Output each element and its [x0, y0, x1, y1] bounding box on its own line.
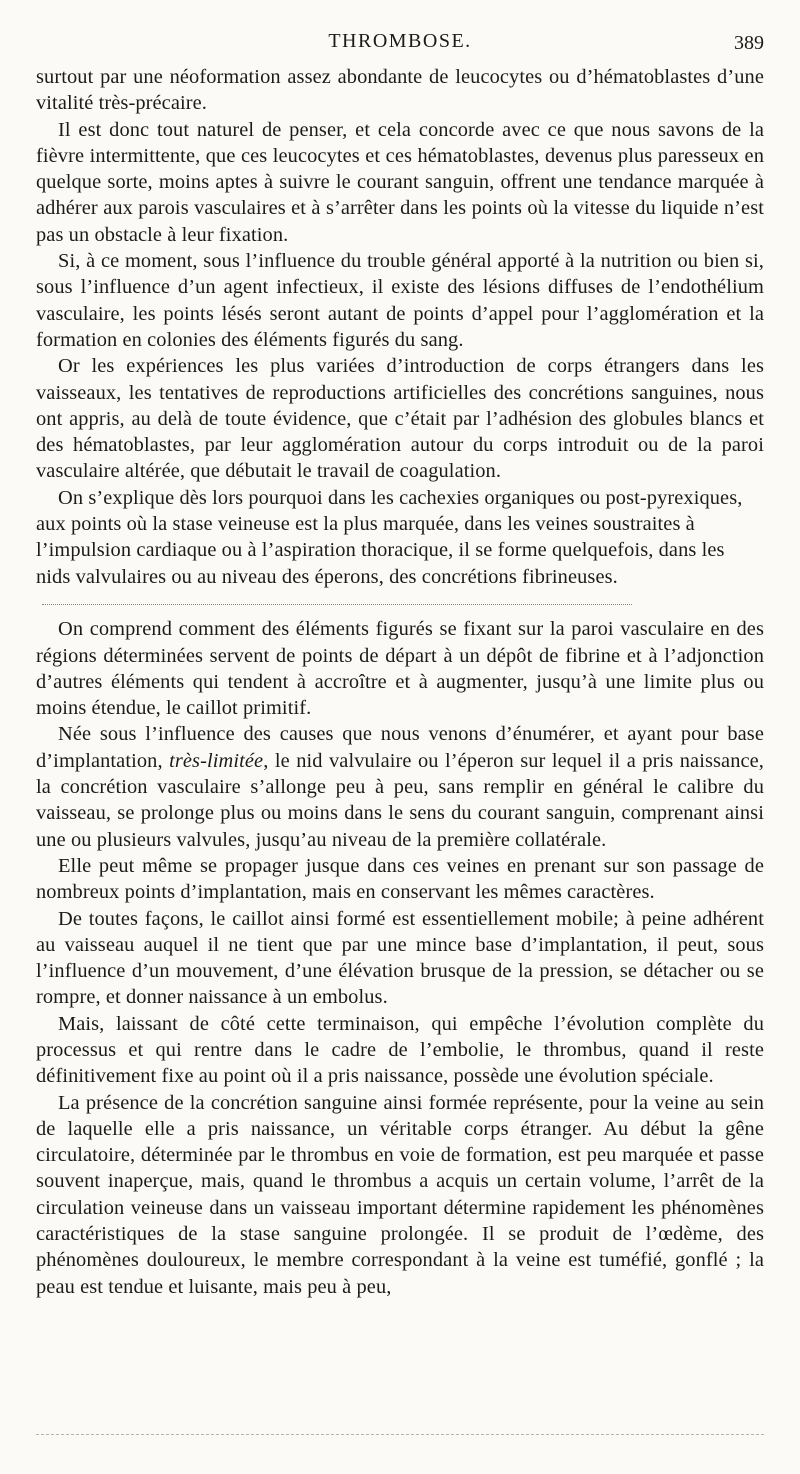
paragraph-6: On comprend comment des éléments figurés se fixant sur la paroi vasculaire en des régions déterminées servent de points de départ à un dépôt de fibrine et à l’adjonction d’autres éléments qui tendent à accroître et à augmenter, jusqu’à une limite plus ou moins étendue, le caillot primitif.	[36, 618, 764, 720]
paragraph-11: La présence de la concrétion sanguine ainsi formée représente, pour la veine au sein de laquelle elle a pris naissance, un véritable corps étranger. Au début la gêne circulatoire, déterminée par le thrombus en voie de formation, est peu marquée et passe souvent inaperçue, mais, quand le thrombus a acquis un certain volume, l’arrêt de la circulation veineuse dans un vaisseau important détermine rapidement les phénomènes caractéristiques de la stase sanguine prolongée. Il se produit de l’œdème, des phénomènes douloureux, le membre correspondant à la veine est tuméfié, gonflé ; la peau est tendue et luisante, mais peu à peu,	[36, 1091, 764, 1298]
body-text	[36, 64, 764, 1300]
paragraph-3: Si, à ce moment, sous l’influence du trouble général apporté à la nutrition ou bien si, sous l’influence d’un agent infectieux, il existe des lésions diffuses de l’endothélium vasculaire, les points lésés seront autant de points d’appel pour l’agglomération et la formation en colonies des éléments figurés du sang.	[36, 250, 764, 351]
running-title: THROMBOSE.	[328, 30, 472, 52]
paragraph-10: Mais, laissant de côté cette terminaison, qui empêche l’évolution complète du processus et qui rentre dans le cadre de l’embolie, le thrombus, quand il reste définitivement fixe au point où il a pris naissance, possède une évolution spéciale.	[36, 1012, 764, 1088]
page-number: 389	[734, 32, 764, 54]
paragraph-4: Or les expériences les plus variées d’introduction de corps étrangers dans les vaisseaux, les tentatives de reproductions artificielles des concrétions sanguines, nous ont appris, au delà de toute évidence, que c’était par l’adhésion des globules blancs et des hématoblastes, par leur agglomération autour du corps introduit ou de la paroi vasculaire altérée, que débutait le travail de coagulation.	[36, 355, 764, 483]
paragraph-2: Il est donc tout naturel de penser, et cela concorde avec ce que nous savons de la fièvre intermittente, que ces leucocytes et ces hématoblastes, devenus plus paresseux en quelque sorte, moins aptes à suivre le courant sanguin, offrent une tendance marquée à adhérer aux parois vasculaires et à s’arrêter dans les points où la vitesse du liquide n’est pas un obstacle à leur fixation.	[36, 118, 764, 246]
paragraph-7	[36, 721, 764, 852]
paragraph-5-text: On s’explique dès lors pourquoi dans les cachexies organiques ou post-pyrexiques, aux points où la stase veineuse est la plus marquée, dans les veines soustraites à l’impulsion cardiaque ou à l’aspiration thoracique, il se forme quelquefois, dans les nids valvulaires ou au niveau des éperons, des concrétions fibrineuses.	[36, 486, 743, 588]
paragraph-5	[36, 485, 764, 616]
emphasis-tres-limitee: très-limitée	[169, 749, 264, 772]
page-header	[36, 30, 764, 54]
paragraph-7-text-a: Née sous l’influence des causes que nous venons d’énumérer, et ayant pour base d’implantation,	[36, 723, 764, 772]
paragraph-1: surtout par une néoformation assez abondante de leucocytes ou d’hématoblastes d’une vitalité très-précaire.	[36, 66, 764, 115]
paragraph-7-text-b: , le nid valvulaire ou l’éperon sur lequel il a pris naissance, la concrétion vasculaire s’allonge peu à peu, sans remplir en général le calibre du vaisseau, se prolonge plus ou moins dans le sens du courant sanguin, comprenant ainsi une ou plusieurs valvules, jusqu’au niveau de la première collatérale.	[36, 749, 764, 851]
footer-rule	[36, 1434, 764, 1435]
paragraph-8: Elle peut même se propager jusque dans ces veines en prenant sur son passage de nombreux points d’implantation, mais en conservant les mêmes caractères.	[36, 854, 764, 904]
paragraph-9: De toutes façons, le caillot ainsi formé est essentiellement mobile; à peine adhérent au vaisseau auquel il ne tient que par une mince base d’implantation, il peut, sous l’influence d’un mouvement, d’une élévation brusque de la pression, se détacher ou se rompre, et donner naissance à un embolus.	[36, 907, 764, 1009]
dotted-leader	[42, 604, 632, 605]
